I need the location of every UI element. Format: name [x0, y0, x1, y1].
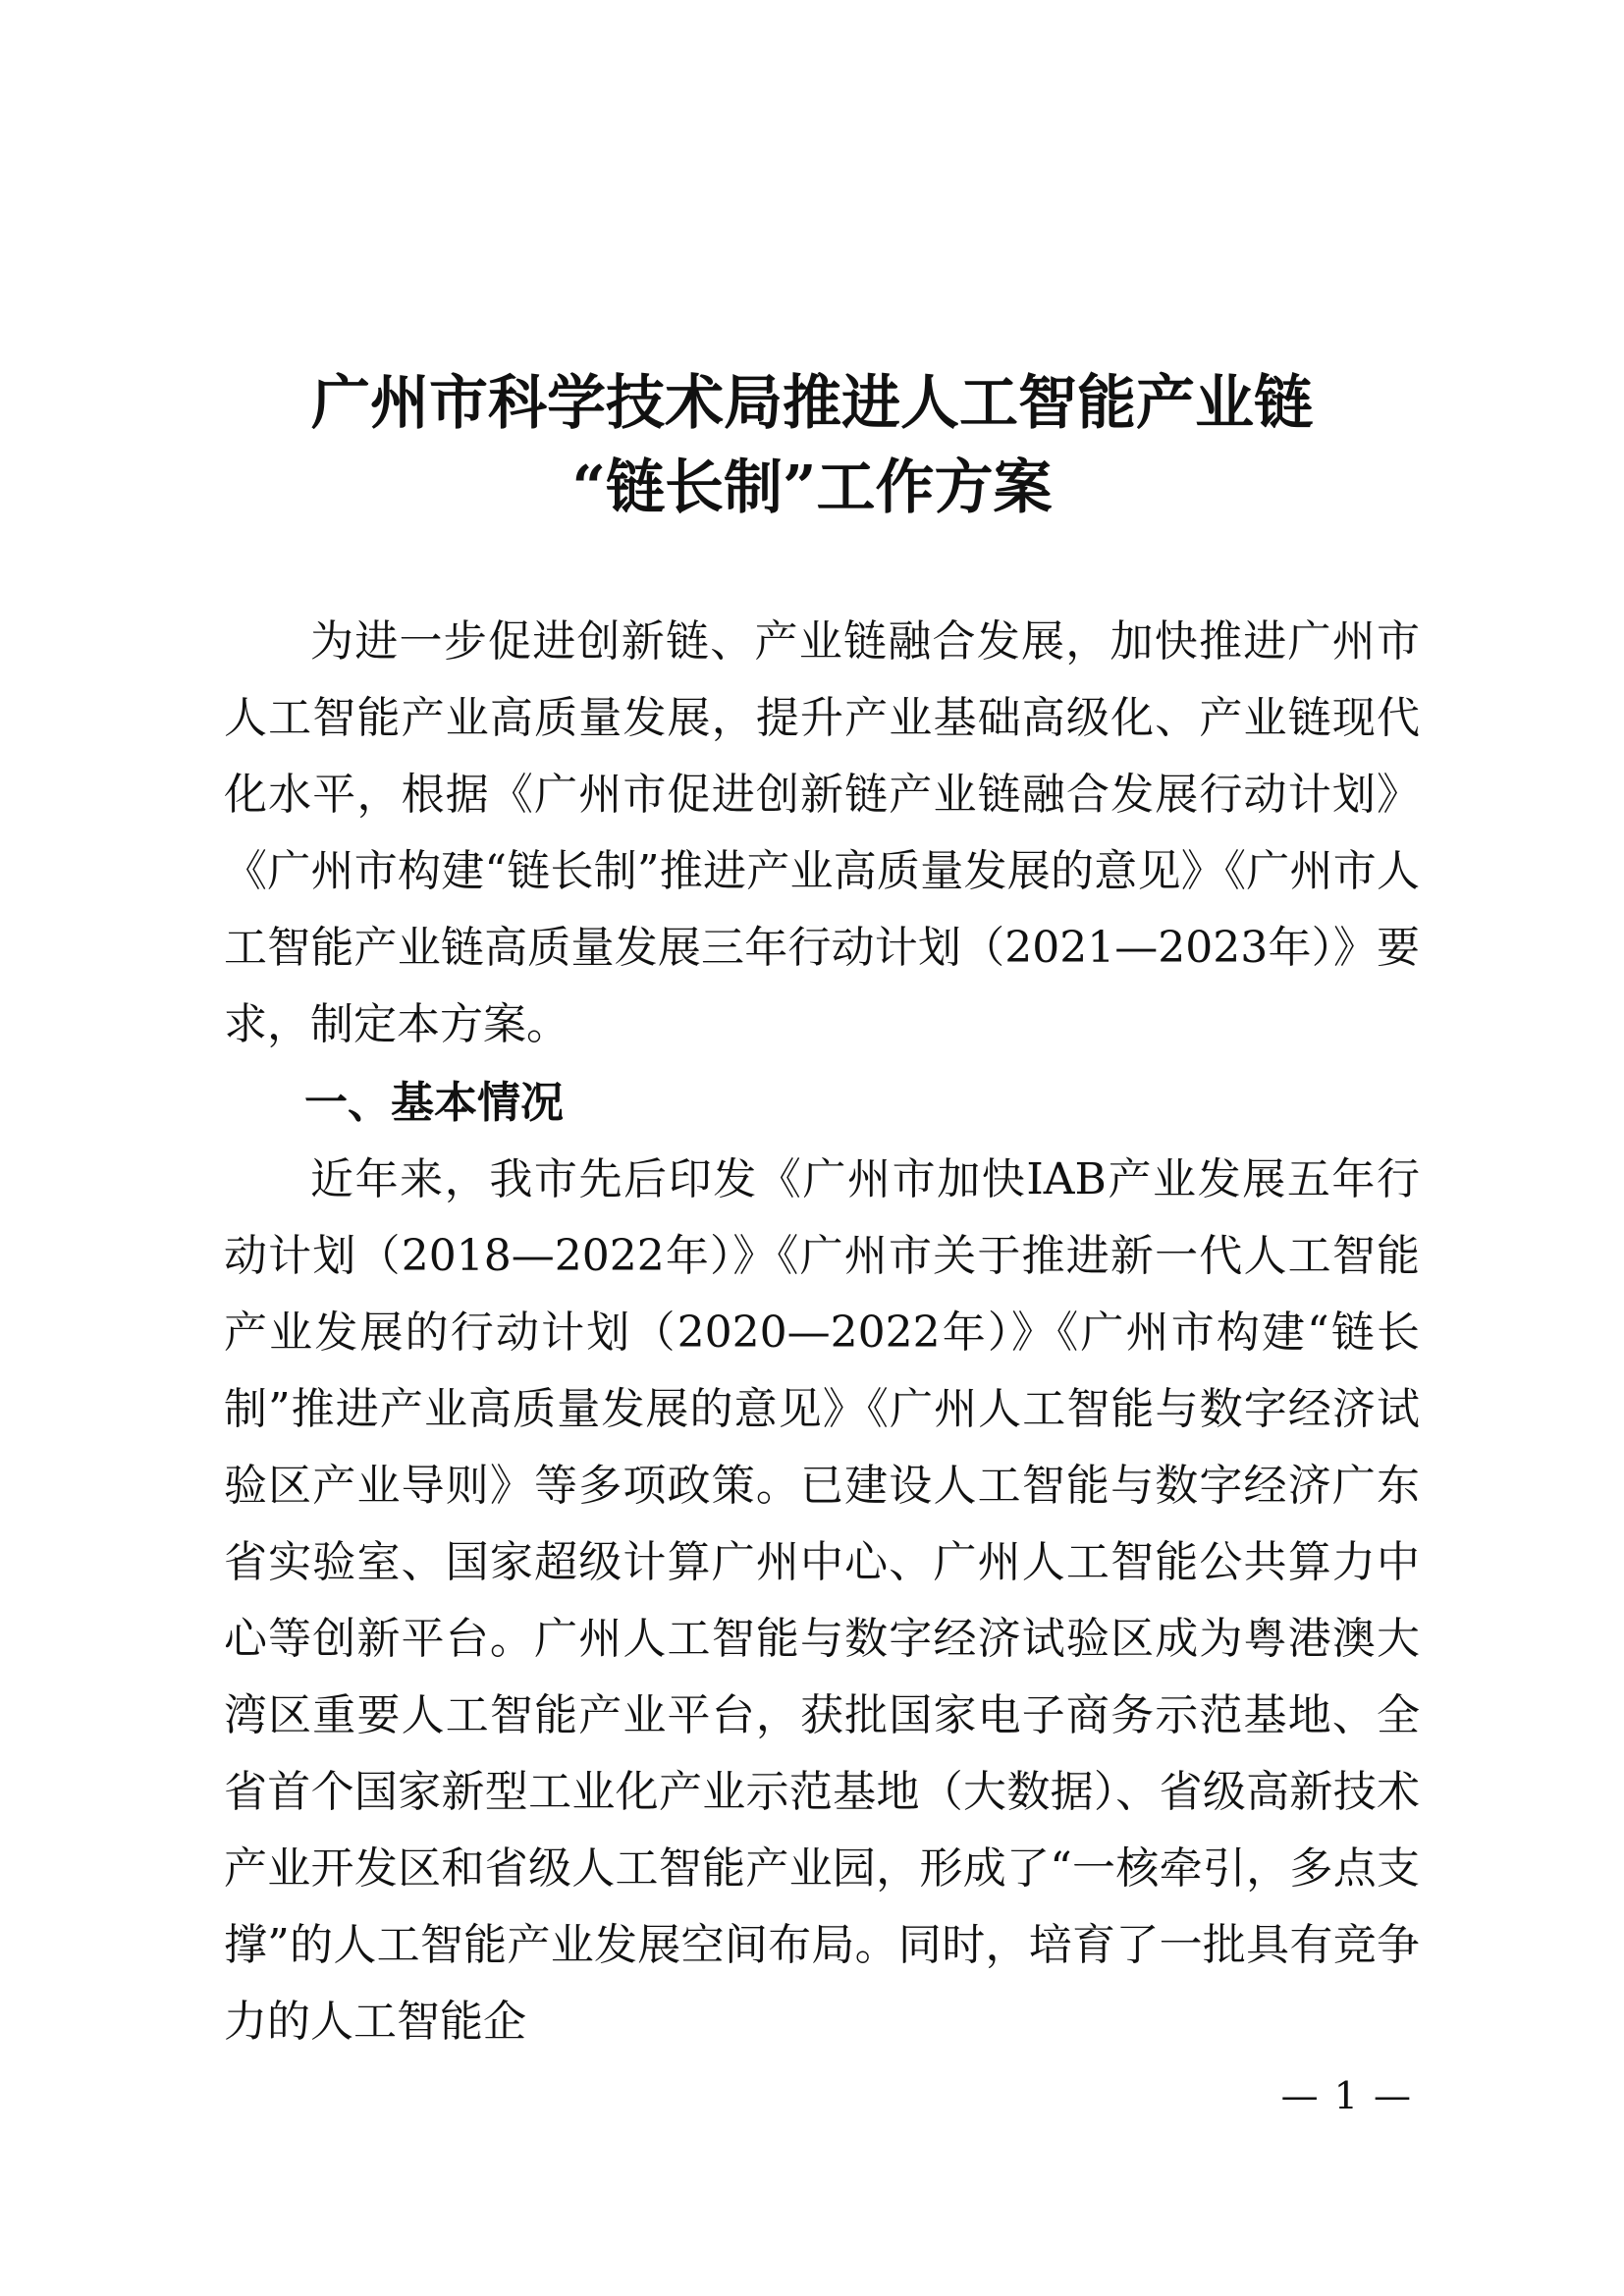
page-number: — 1 — — [1280, 2074, 1413, 2117]
intro-paragraph: 为进一步促进创新链、产业链融合发展，加快推进广州市人工智能产业高质量发展，提升产业基础高级化、产业链现代化水平，根据《广州市促进创新链产业链融合发展行动计划》《广州市构建“链长制”推进产业高质量发展的意见》《广州市人工智能产业链高质量发展三年行动计划（2021—2023年）》要求，制定本方案。 — [224, 616, 1420, 1049]
document-title-line-2: “链长制”工作方案 — [571, 454, 1053, 522]
basic-situation-paragraph: 近年来，我市先后印发《广州市加快IAB产业发展五年行动计划（2018—2022年）》《广州市关于推进新一代人工智能产业发展的行动计划（2020—2022年）》《广州市构建“链长制”推进产业高质量发展的意见》《广州人工智能与数字经济试验区产业导则》等多项政策。已建设人工智能与数字经济广东省实验室、国家超级计算广州中心、广州人工智能公共算力中心等创新平台。广州人工智能与数字经济试验区成为粤港澳大湾区重要人工智能产业平台，获批国家电子商务示范基地、全省首个国家新型工业化产业示范基地（大数据）、省级高新技术产业开发区和省级人工智能产业园，形成了“一核牵引，多点支撑”的人工智能产业发展空间布局。同时，培育了一批具有竞争力的人工智能企 — [224, 1154, 1420, 2047]
section-heading-basic-situation: 一、基本情况 — [304, 1078, 564, 1128]
document-title-line-1: 广州市科学技术局推进人工智能产业链 — [311, 369, 1313, 438]
